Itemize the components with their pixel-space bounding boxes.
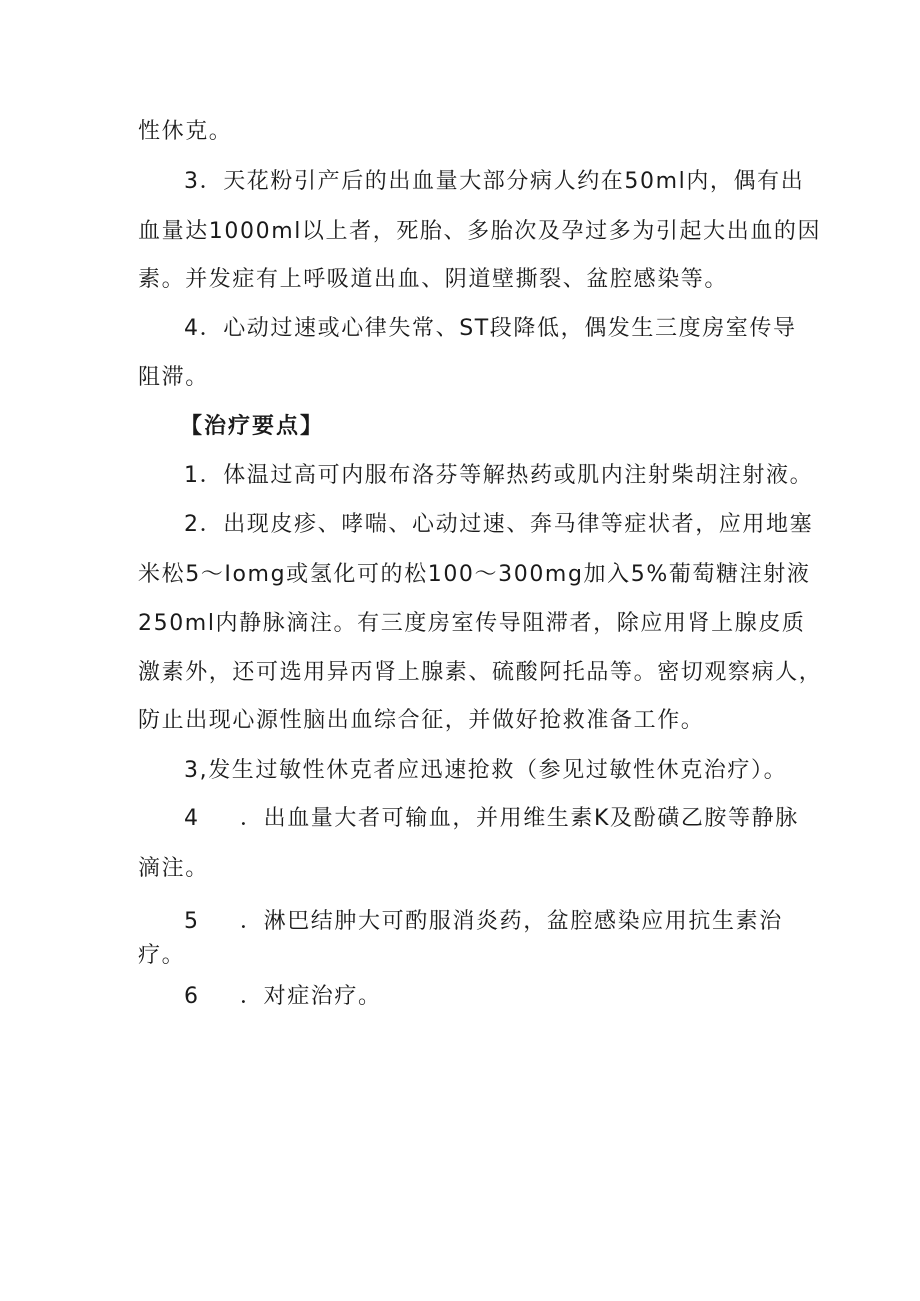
paragraph-line: 3．天花粉引产后的出血量大部分病人约在50ml内，偶有出 [184,169,805,194]
item-number: 5 [184,909,200,934]
paragraph-line [184,982,382,1012]
paragraph-line: 激素外，还可选用异丙肾上腺素、硫酸阿托品等。密切观察病人， [138,660,823,685]
paragraph-line: 3,发生过敏性休克者应迅速抢救（参见过敏性休克治疗）。 [184,758,788,783]
item-text: ．淋巴结肿大可酌服消炎药，盆腔感染应用抗生素治 [240,909,783,934]
paragraph-line: 防止出现心源性脑出血综合征，并做好抢救准备工作。 [138,708,705,733]
paragraph-line: 250ml内静脉滴注。有三度房室传导阻滞者，除应用肾上腺皮质 [138,611,806,636]
section-heading: 【治疗要点】 [180,414,325,439]
paragraph-line: 疗。 [138,943,186,968]
item-number: 4 [184,806,200,831]
paragraph-line: 血量达1000ml以上者，死胎、多胎次及孕过多为引起大出血的因 [138,219,822,244]
paragraph-line [184,907,783,937]
paragraph-line: 滴注。 [138,856,209,881]
paragraph-line [184,804,799,834]
item-number: 6 [184,984,200,1009]
paragraph-line: 2．出现皮疹、哮喘、心动过速、奔马律等症状者，应用地塞 [184,512,814,537]
paragraph-line: 米松5～Iomg或氢化可的松100～300mg加入5%葡萄糖注射液 [138,562,811,587]
item-text: ．出血量大者可输血，并用维生素K及酚磺乙胺等静脉 [240,806,799,831]
paragraph-line: 4．心动过速或心律失常、ST段降低，偶发生三度房室传导 [184,316,797,341]
paragraph-line: 性休克。 [138,119,233,144]
paragraph-line: 素。并发症有上呼吸道出血、阴道壁撕裂、盆腔感染等。 [138,267,729,292]
paragraph-line: 1．体温过高可内服布洛芬等解热药或肌内注射柴胡注射液。 [184,463,814,488]
paragraph-line: 阻滞。 [138,365,209,390]
item-text: ．对症治疗。 [240,984,382,1009]
